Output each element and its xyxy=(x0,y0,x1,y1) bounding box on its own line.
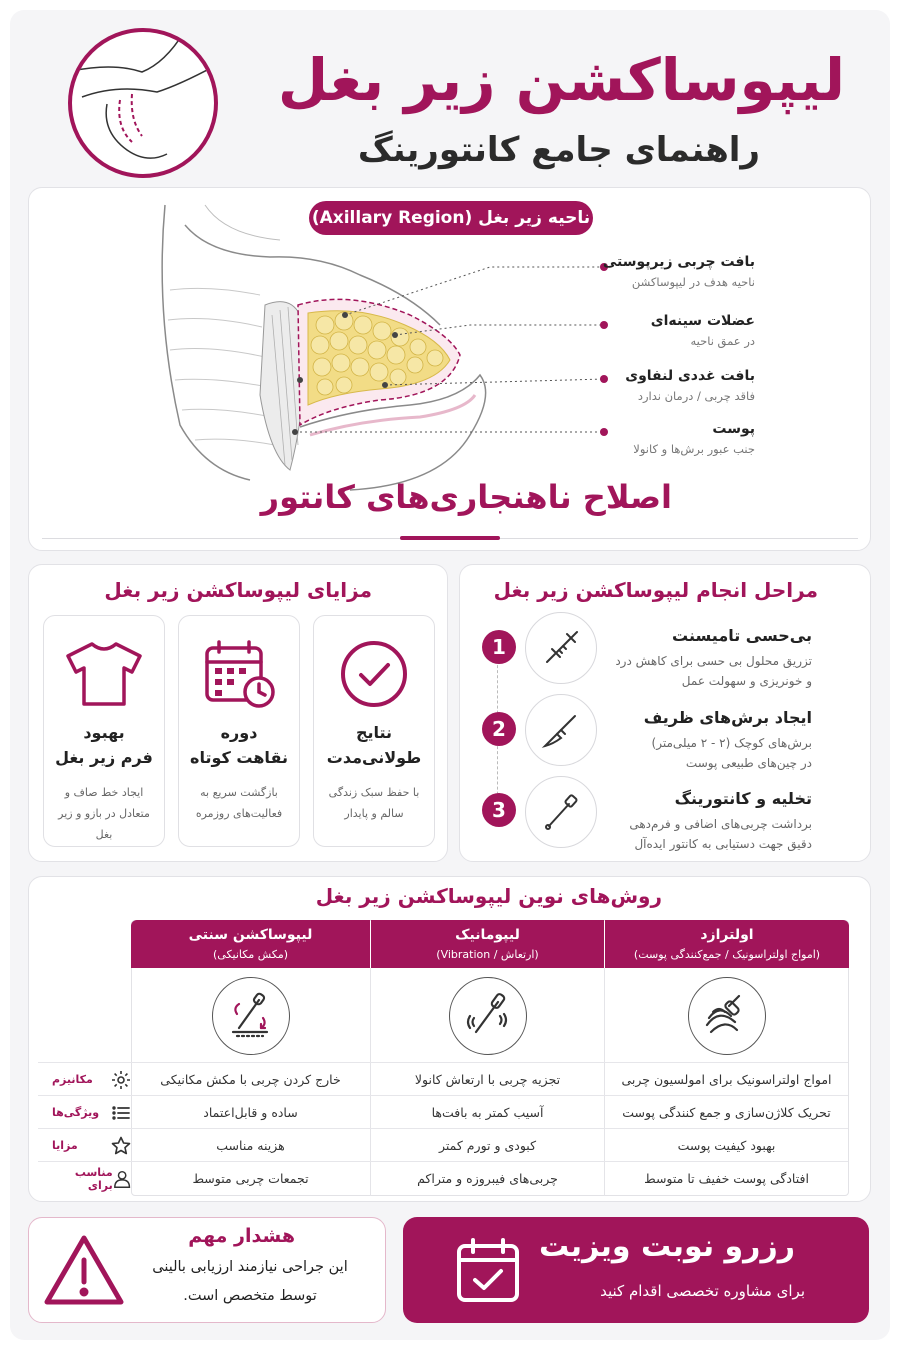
cell-features-ultrasound: تحریک کلاژن‌سازی و جمع کنندگی پوست xyxy=(622,1105,831,1120)
cell-benefits-ultrasound: بهبود کیفیت پوست xyxy=(677,1138,776,1153)
anatomy-label-skin: پوست جنب عبور برش‌ها و کانولا xyxy=(633,421,755,456)
book-appointment-button[interactable] xyxy=(403,1217,869,1323)
cell-features-traditional: ساده و قابل‌اعتماد xyxy=(203,1105,298,1120)
benefit-armpit-shape: بهبود فرم زیر بغل ایجاد خط صاف و متعادل در بازو و زیر بغل xyxy=(43,615,165,847)
checkmark-circle-icon xyxy=(339,639,409,709)
step-desc-1: تزریق محلول بی حسی برای کاهش درد و خونریزی و سهولت عمل xyxy=(615,654,812,688)
step-number-2: 2 xyxy=(482,712,516,746)
tshirt-icon xyxy=(62,638,146,710)
region-label-pill: ناحیه زیر بغل (Axillary Region) xyxy=(309,201,593,235)
step-desc-2: برش‌های کوچک (۲ - ۲ میلی‌متر) در چین‌های طبیعی پوست xyxy=(651,736,812,770)
anatomy-label-muscle: عضلات سینه‌ای در عمق ناحیه xyxy=(650,313,755,348)
step-title-1: بی‌حسی تامیسنت xyxy=(672,626,812,645)
benefit-long-term: نتایج طولانی‌مدت با حفظ سبک زندگی سالم و پایدار xyxy=(313,615,435,847)
ultrasound-probe-icon-cell xyxy=(605,970,849,1062)
step-number-1: 1 xyxy=(482,630,516,664)
calendar-clock-icon xyxy=(199,638,279,710)
table-row-mechanism: مکانیزم امواج اولتراسونیک برای امولسیون چربی تجزیه چربی با ارتعاش کانولا خارج کردن چربی با مکش مکانیکی xyxy=(38,1062,848,1095)
warning-triangle-icon xyxy=(42,1232,126,1308)
column-header-lipomatic: لیپومانیک (ارتعاش / Vibration) xyxy=(371,920,604,968)
table-row-features: ویژگی‌ها تحریک کلاژن‌سازی و جمع کنندگی پوست آسیب کمتر به بافت‌ها ساده و قابل‌اعتماد xyxy=(38,1095,848,1128)
cell-benefits-lipomatic: کبودی و تورم کمتر xyxy=(438,1138,537,1153)
star-icon xyxy=(111,1136,131,1156)
scalpel-icon xyxy=(525,694,597,766)
cell-benefits-traditional: هزینه مناسب xyxy=(216,1138,285,1153)
table-row-suitable-for: مناسب برای افتادگی پوست خفیف تا متوسط چربی‌های فیبروزه و متراکم تجمعات چربی متوسط xyxy=(38,1161,848,1194)
cta-description: برای مشاوره تخصصی اقدام کنید xyxy=(600,1282,805,1300)
cell-suitable-ultrasound: افتادگی پوست خفیف تا متوسط xyxy=(644,1171,809,1186)
cell-features-lipomatic: آسیب کمتر به بافت‌ها xyxy=(431,1105,544,1120)
cell-suitable-lipomatic: چربی‌های فیبروزه و متراکم xyxy=(417,1171,558,1186)
step-number-3: 3 xyxy=(482,793,516,827)
axilla-anatomy-illustration xyxy=(150,195,620,495)
warning-text: این جراحی نیازمند ارزیابی بالینی توسط متخصص است. xyxy=(152,1259,348,1304)
armpit-illustration-logo xyxy=(68,28,218,178)
cell-suitable-traditional: تجمعات چربی متوسط xyxy=(192,1171,309,1186)
cannula-icon xyxy=(525,776,597,848)
suction-cannula-icon-cell xyxy=(131,970,370,1062)
cta-title: رزرو نوبت ویزیت xyxy=(538,1229,795,1264)
contour-heading: اصلاح ناهنجاری‌های کانتور xyxy=(260,478,672,516)
column-header-traditional: لیپوساکشن سنتی (مکش مکانیکی) xyxy=(131,920,370,968)
cell-mechanism-traditional: خارج کردن چربی با مکش مکانیکی xyxy=(160,1072,341,1087)
anatomy-label-fat: بافت چربی زیرپوستی ناحیه هدف در لیپوساکشن xyxy=(602,254,755,289)
cell-mechanism-ultrasound: امواج اولتراسونیک برای امولسیون چربی xyxy=(621,1072,832,1087)
list-icon xyxy=(111,1103,131,1123)
benefit-short-recovery: دوره نقاهت کوتاه بازگشت سریع به فعالیت‌های روزمره xyxy=(178,615,300,847)
step-title-2: ایجاد برش‌های ظریف xyxy=(643,708,812,727)
warning-title: هشدار مهم xyxy=(188,1225,295,1247)
methods-title: روش‌های نوین لیپوساکشن زیر بغل xyxy=(315,884,662,908)
page-title: لیپوساکشن زیر بغل xyxy=(277,46,845,114)
step-title-3: تخلیه و کانتورینگ xyxy=(674,789,812,808)
anatomy-label-lymph: بافت غددی لنفاوی فاقد چربی / درمان ندارد xyxy=(625,368,755,403)
cell-mechanism-lipomatic: تجزیه چربی با ارتعاش کانولا xyxy=(414,1072,561,1087)
gear-icon xyxy=(111,1070,131,1090)
page-subtitle: راهنمای جامع کانتورینگ xyxy=(357,130,760,170)
table-row-benefits: مزایا بهبود کیفیت پوست کبودی و تورم کمتر هزینه مناسب xyxy=(38,1128,848,1161)
benefits-title: مزایای لیپوساکشن زیر بغل xyxy=(104,578,372,602)
suction-cannula-icon xyxy=(223,988,279,1044)
steps-title: مراحل انجام لیپوساکشن زیر بغل xyxy=(493,578,818,602)
heading-underline-accent xyxy=(400,536,500,540)
vibration-cannula-icon xyxy=(460,988,516,1044)
calendar-check-icon xyxy=(453,1236,523,1306)
syringe-icon xyxy=(525,612,597,684)
ultrasound-probe-icon xyxy=(699,988,755,1044)
vibration-cannula-icon-cell xyxy=(371,970,604,1062)
user-icon xyxy=(113,1169,131,1189)
step-desc-3: برداشت چربی‌های اضافی و فرم‌دهی دقیق جهت دستیابی به کانتور ایده‌آل xyxy=(629,817,812,851)
column-header-ultrasound: اولترازد (امواج اولتراسونیک / جمع‌کنندگی پوست) xyxy=(605,920,849,968)
